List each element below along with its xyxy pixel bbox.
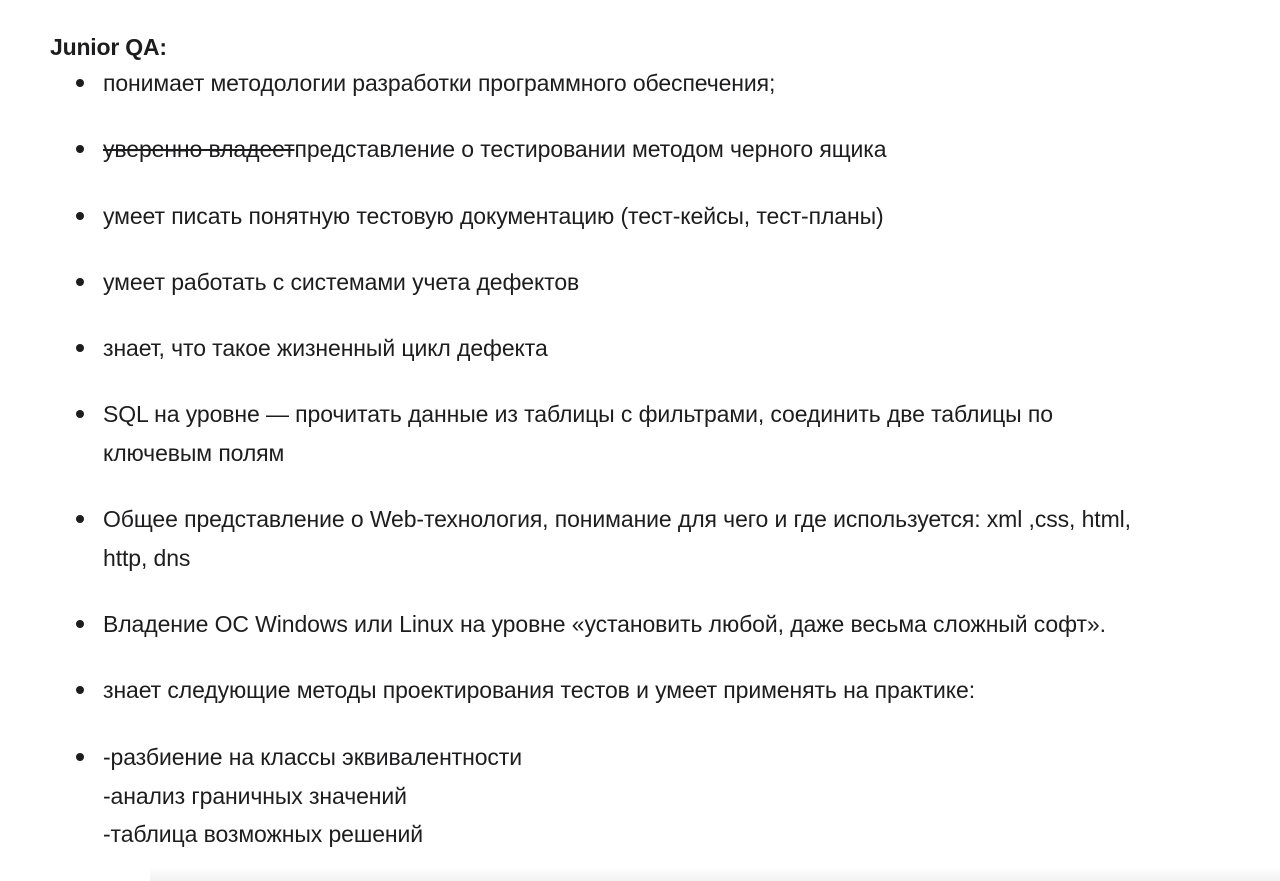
list-item-line: -разбиение на классы эквивалентности [103, 744, 522, 770]
list-item-text [103, 605, 1263, 644]
list-item-line: знает следующие методы проектирования тестов и умеет применять на практике: [103, 677, 975, 703]
list-item-line: Владение ОС Windows или Linux на уровне «установить любой, даже весьма сложный софт». [103, 611, 1106, 637]
list-item-line: SQL на уровне — прочитать данные из таблицы с фильтрами, соединить две таблицы по [103, 401, 1053, 427]
list-item-text [103, 738, 1263, 854]
bullet-icon [76, 344, 84, 352]
list-item-line: -анализ граничных значений [103, 782, 407, 809]
list-item-text [103, 395, 1263, 472]
list-item-line-rest: представление о тестировании методом черного ящика [294, 136, 887, 162]
bullet-icon [76, 145, 84, 153]
bullet-icon [76, 278, 84, 286]
list-item-text [103, 197, 1263, 236]
list-item-line: понимает методологии разработки программного обеспечения; [103, 70, 776, 96]
bullet-icon [76, 753, 84, 761]
bullet-icon [76, 686, 84, 694]
list-item-text [103, 64, 1263, 103]
list-item-line: Общее представление о Web-технология, понимание для чего и где используется: xml ,css, html, [103, 506, 1131, 532]
list-item-text [103, 263, 1263, 302]
list-item-line: умеет работать с системами учета дефектов [103, 269, 580, 295]
list-item-line: умеет писать понятную тестовую документацию (тест-кейсы, тест-планы) [103, 203, 884, 229]
list-item-line: ключевым полям [103, 439, 285, 466]
list-item-line [103, 130, 1263, 169]
bullet-icon [76, 212, 84, 220]
bullet-icon [76, 79, 84, 87]
list-item-line: знает, что такое жизненный цикл дефекта [103, 335, 548, 361]
bullet-icon [76, 620, 84, 628]
bullet-icon [76, 515, 84, 523]
struck-text: уверенно владеет [103, 136, 295, 162]
list-item-line: http, dns [103, 544, 191, 571]
list-item-text [103, 500, 1263, 577]
bottom-shadow [150, 867, 1280, 881]
list-item-text [103, 671, 1263, 710]
bullet-icon [76, 410, 84, 418]
list-item-text [103, 329, 1263, 368]
list-item-line: -таблица возможных решений [103, 821, 424, 847]
section-heading: Junior QA: [50, 34, 167, 60]
list-item-text [103, 130, 1263, 169]
